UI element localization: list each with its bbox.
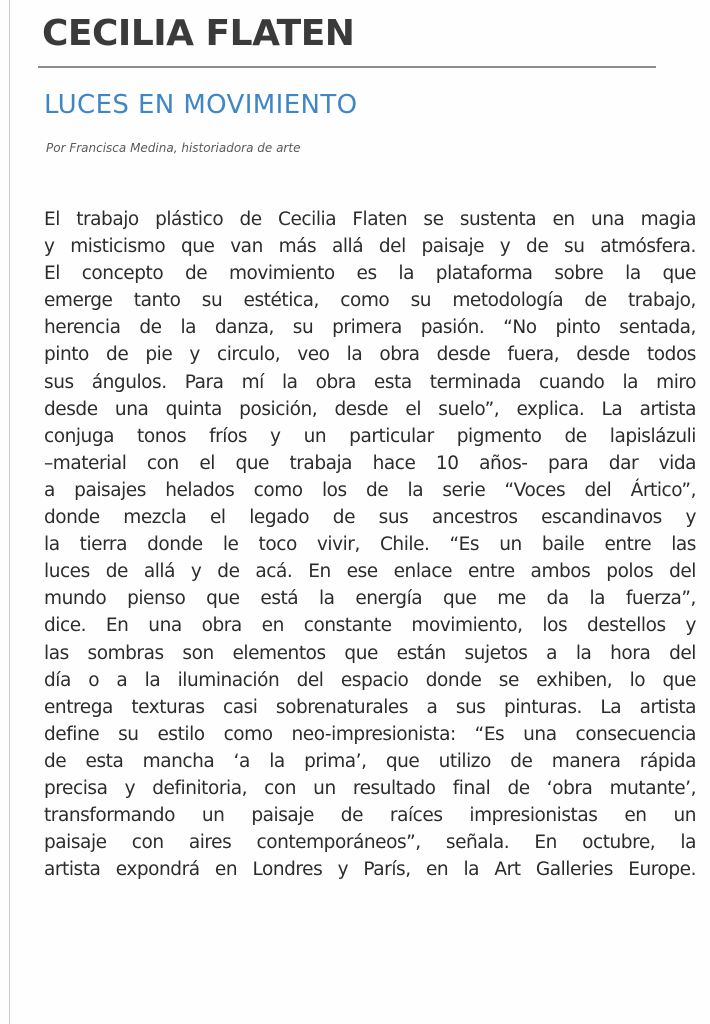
body-line: conjuga tonos fríos y un particular pigmento de lapislázuli — [44, 425, 696, 447]
body-line: define su estilo como neo-impresionista: “Es una consecuencia — [44, 723, 696, 745]
body-line: a paisajes helados como los de la serie “Voces del Ártico”, — [44, 479, 696, 501]
body-line: dice. En una obra en constante movimiento, los destellos y — [44, 615, 696, 637]
body-line: El concepto de movimiento es la plataforma sobre la que — [44, 263, 696, 285]
artist-name-heading: CECILIA FLATEN — [42, 13, 355, 54]
body-line: de esta mancha ‘a la prima’, que utilizo de manera rápida — [44, 750, 696, 772]
body-line: luces de allá y de acá. En ese enlace entre ambos polos del — [44, 561, 696, 583]
body-line: herencia de la danza, su primera pasión. “No pinto sentada, — [44, 317, 696, 339]
body-line: emerge tanto su estética, como su metodología de trabajo, — [44, 290, 696, 312]
body-line: donde mezcla el legado de sus ancestros escandinavos y — [44, 507, 696, 529]
body-line: entrega texturas casi sobrenaturales a sus pinturas. La artista — [44, 696, 696, 718]
body-line: precisa y definitoria, con un resultado final de ‘obra mutante’, — [44, 777, 696, 799]
article-body — [44, 206, 696, 883]
body-line: artista expondrá en Londres y París, en la Art Galleries Europe. — [44, 859, 696, 881]
body-line: mundo pienso que está la energía que me da la fuerza”, — [44, 588, 696, 610]
byline: Por Francisca Medina, historiadora de arte — [46, 141, 301, 155]
body-line: y misticismo que van más allá del paisaje y de su atmósfera. — [44, 236, 696, 258]
article-title: LUCES EN MOVIMIENTO — [44, 90, 358, 120]
body-line: –material con el que trabaja hace 10 años- para dar vida — [44, 452, 696, 474]
body-line: transformando un paisaje de raíces impresionistas en un — [44, 805, 696, 827]
body-line: las sombras son elementos que están sujetos a la hora del — [44, 642, 696, 664]
body-line: El trabajo plástico de Cecilia Flaten se sustenta en una magia — [44, 209, 696, 230]
left-margin-rule — [9, 0, 10, 1024]
heading-divider — [38, 66, 656, 68]
body-line: sus ángulos. Para mí la obra esta terminada cuando la miro — [44, 371, 696, 393]
body-line: la tierra donde le toco vivir, Chile. “Es un baile entre las — [44, 534, 696, 556]
body-line: paisaje con aires contemporáneos”, señala. En octubre, la — [44, 832, 696, 854]
body-line: desde una quinta posición, desde el suelo”, explica. La artista — [44, 398, 696, 420]
body-line: día o a la iluminación del espacio donde se exhiben, lo que — [44, 669, 696, 691]
body-line: pinto de pie y circulo, veo la obra desde fuera, desde todos — [44, 344, 696, 366]
